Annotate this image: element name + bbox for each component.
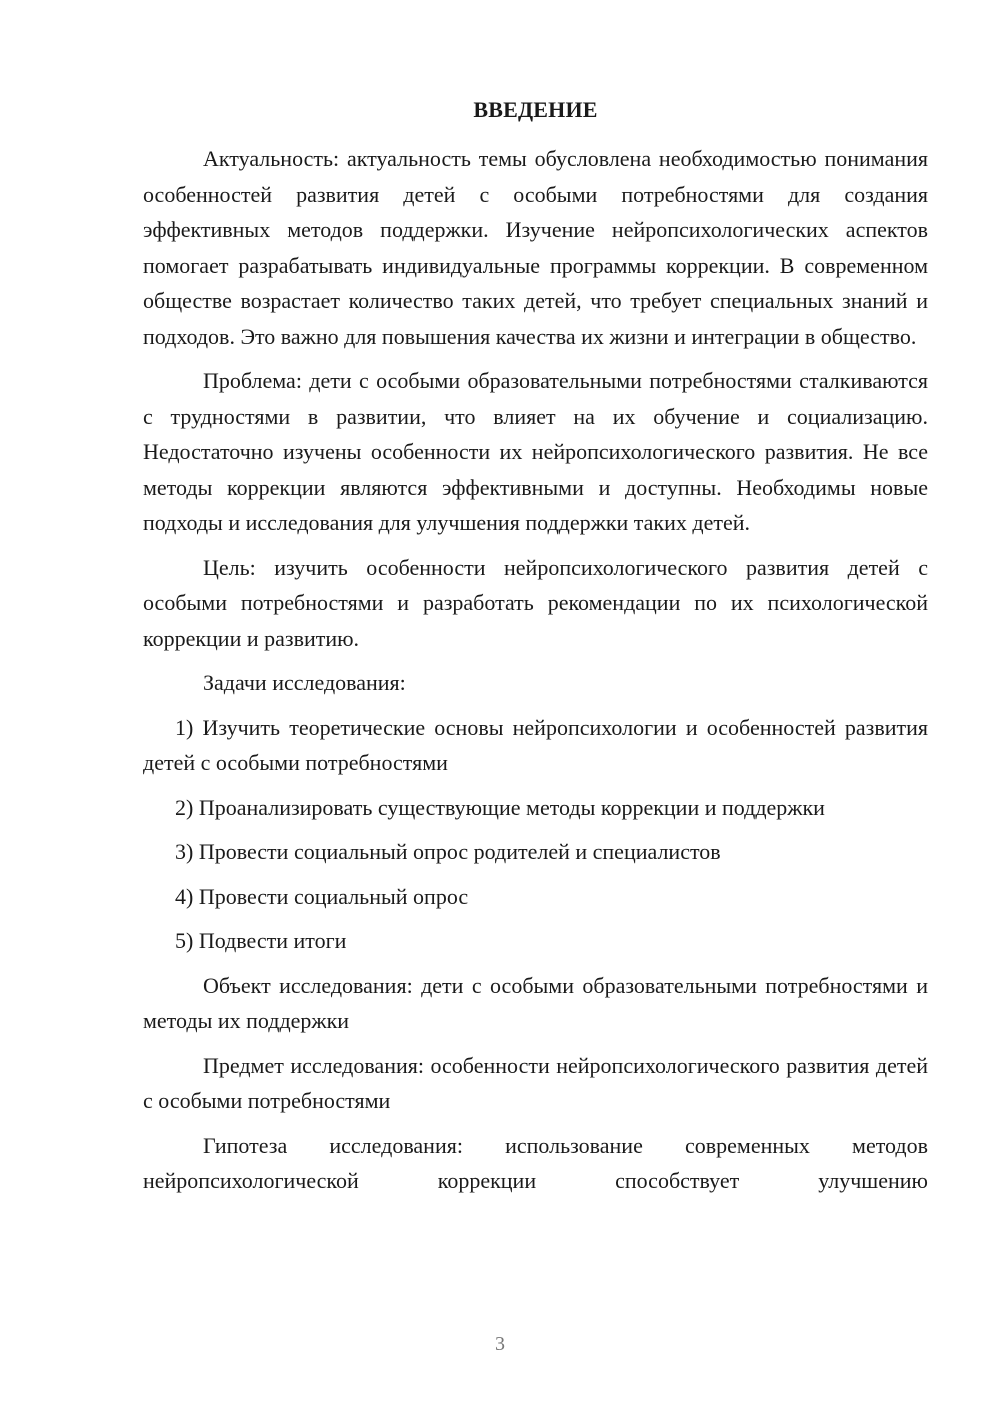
paragraph-hypothesis: Гипотеза исследования: использование современных методов нейропсихологической коррекции способствует улучшению: [143, 1132, 928, 1193]
task-item: 2) Проанализировать существующие методы коррекции и поддержки: [175, 794, 825, 820]
paragraph-object: Объект исследования: дети с особыми образовательными потребностями и методы их поддержки: [143, 972, 928, 1033]
paragraph-goal: Цель: изучить особенности нейропсихологического развития детей с особыми потребностями и разработать рекомендации по их психологической коррекции и развитию.: [143, 554, 928, 651]
paragraph-subject: Предмет исследования: особенности нейропсихологического развития детей с особыми потребностями: [143, 1052, 928, 1113]
task-item: 5) Подвести итоги: [175, 928, 347, 953]
paragraph-problem: Проблема: дети с особыми образовательными потребностями сталкиваются с трудностями в развитии, что влияет на их обучение и социализацию. Недостаточно изучены особенности их нейропсихологического развития. Не все методы коррекции являются эффективными и доступны. Необходимы новые подходы и исследования для улучшения поддержки таких детей.: [143, 368, 928, 535]
tasks-title: Задачи исследования:: [203, 670, 406, 695]
page-number: 3: [495, 1333, 505, 1355]
paragraph-relevance: Актуальность: актуальность темы обусловлена необходимостью понимания особенностей развития детей с особыми потребностями для создания эффективных методов поддержки. Изучение нейропсихологических аспектов помогает разрабатывать индивидуальные программы коррекции. В современном обществе возрастает количество таких детей, что требует специальных знаний и подходов. Это важно для повышения качества их жизни и интеграции в общество.: [143, 146, 928, 349]
task-item: 3) Провести социальный опрос родителей и специалистов: [175, 839, 721, 864]
page-title: ВВЕДЕНИЕ: [473, 97, 598, 122]
document-page: [143, 95, 928, 1208]
task-item: 4) Провести социальный опрос: [175, 883, 469, 909]
task-item: 1) Изучить теоретические основы нейропсихологии и особенностей развития детей с особыми потребностями: [143, 714, 928, 775]
